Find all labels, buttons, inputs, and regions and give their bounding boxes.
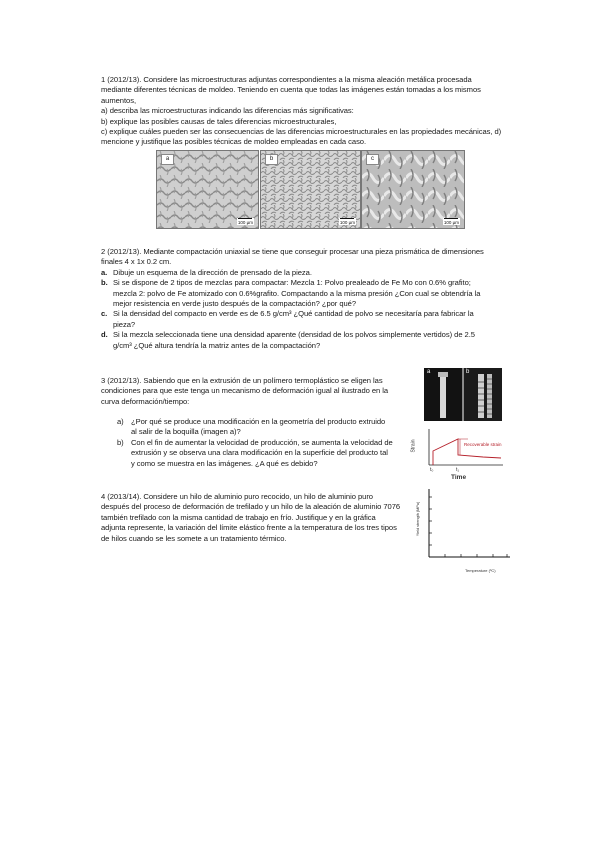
q2-item-c [101, 309, 484, 330]
q2-item-line: pieza? [113, 319, 136, 329]
q2-item-a [101, 268, 484, 278]
extrusion-photo-drawing [424, 368, 502, 421]
image-b-label: b [265, 154, 278, 165]
yield-strength-axis-label: Yield strength (MPa) [416, 501, 421, 537]
q3-item-a [117, 417, 393, 438]
question-3-text [101, 376, 388, 407]
image-b-scale-bar: 100 µm [339, 218, 356, 226]
tick-t1: t₁ [456, 467, 460, 473]
q2-item-line: mezcla 2: polvo de Fe atomizado con 0.6%grafito. Compactando a la misma presión ¿Con cual se obtendría la [113, 288, 481, 298]
recoverable-strain-label: Recoverable strain [464, 442, 502, 447]
q2-item-d [101, 330, 484, 351]
strain-axis-label: Strain [410, 439, 417, 453]
q4-line: después del proceso de deformación de trefilado y un hilo de la aleación de aluminio 7076 [101, 502, 401, 512]
microstructure-image-a [156, 150, 259, 229]
q4-line: 4 (2013/14). Considere un hilo de aluminio puro recocido, un hilo de aluminio puro [101, 492, 373, 501]
yield-strength-graph [415, 485, 515, 587]
q2-item-line: Si la densidad del compacto en verde es de 6.5 g/cm³ ¿Qué cantidad de polvo se necesitaría para fabricar la [113, 309, 474, 319]
q2-intro-line: 2 (2012/13). Mediante compactación uniaxial se tiene que conseguir procesar una pieza prismática de dimensiones [101, 247, 484, 256]
q4-line: también trefilado con la misma cantidad de trabajo en frío. Justifique y en la gráfica [101, 512, 376, 522]
photo-a-label: a [427, 369, 431, 375]
q3-item-label: a) [117, 417, 124, 426]
q2-item-line: mejor resistencia en verde justo después de la compactación? ¿por qué? [113, 299, 357, 309]
question-2-text [101, 247, 484, 351]
image-c-label: c [366, 154, 379, 165]
extrusion-photos [424, 368, 502, 421]
q3-item-line: y como se muestra en las imágenes. ¿A qué es debido? [131, 458, 318, 468]
q1-line: mencione y justifique las posibles técnicas de moldeo empleadas en cada caso. [101, 137, 367, 147]
tick-t0: t₀ [430, 467, 434, 473]
question-1-text [101, 75, 501, 148]
q1-line: b) explique las posibles causas de tales diferencias microestructurales, [101, 116, 337, 126]
strain-time-graph [410, 425, 509, 485]
q2-item-b [101, 278, 484, 309]
q1-line: c) explique cuáles pueden ser las consecuencias de las diferencias microestructurales en las propiedades mecánicas, d) [101, 127, 502, 137]
q3-item-label: b) [117, 437, 124, 447]
q3-intro-line: curva deformación/tiempo: [101, 396, 190, 406]
q1-line: aumentos, [101, 95, 137, 105]
q1-line: 1 (2012/13). Considere las microestructuras adjuntas correspondientes a la misma aleación metálica procesada [101, 75, 472, 84]
q3-item-line: ¿Por qué se produce una modificación en la geometría del producto extruido [131, 417, 386, 426]
question-3-items [117, 417, 393, 469]
temperature-axis-label: Temperature (ºC) [465, 568, 496, 573]
photo-b-label: b [466, 369, 470, 375]
q4-line: de hilos cuando se les somete a un tratamiento térmico. [101, 533, 287, 543]
microstructure-image-c [361, 150, 465, 229]
q1-line: a) describa las microestructuras indicando las diferencias más significativas: [101, 106, 354, 116]
q2-item-line: g/cm³ ¿Qué altura tendría la matriz antes de la compactación? [113, 340, 321, 350]
q2-item-label: d. [101, 330, 108, 340]
q4-line: adjunta represente, la variación del límite elástico frente a la temperatura de los tres tipos [101, 523, 397, 533]
image-a-scale-bar: 100 µm [237, 218, 254, 226]
q3-item-line: al salir de la boquilla (imagen a)? [131, 427, 241, 437]
q2-item-line: Si la mezcla seleccionada tiene una densidad aparente (densidad de los polvos simplemente vertidos) de 2.5 [113, 330, 475, 340]
q2-item-line: Si se dispone de 2 tipos de mezclas para compactar: Mezcla 1: Polvo prealeado de Fe Mo con 0.6% grafito; [113, 278, 471, 288]
image-a-label: a [161, 154, 174, 165]
q2-item-line: Dibuje un esquema de la dirección de prensado de la pieza. [113, 267, 312, 277]
q3-item-line: extrusión y se observa una clara modificación en la superficie del producto tal [131, 448, 388, 458]
q3-item-b [117, 438, 393, 469]
q3-intro-line: 3 (2012/13). Sabiendo que en la extrusión de un polímero termoplástico se eligen las [101, 376, 383, 385]
microstructure-image-b [260, 150, 361, 229]
q2-item-label: a. [101, 267, 108, 277]
q3-intro-line: condiciones para que este tenga un mecanismo de deformación igual al ilustrado en la [101, 386, 389, 396]
q2-intro-line: finales 4 x 1x 0.2 cm. [101, 257, 172, 267]
q1-line: mediante diferentes técnicas de moldeo. Teniendo en cuenta que todas las imágenes están tomadas a los mismos [101, 85, 481, 95]
q2-item-label: c. [101, 309, 108, 319]
image-c-scale-bar: 100 µm [443, 218, 460, 226]
q2-item-label: b. [101, 278, 108, 288]
question-4-text [101, 492, 400, 544]
q3-item-line: Con el fin de aumentar la velocidad de producción, se aumenta la velocidad de [131, 437, 393, 447]
time-axis-label: Time [451, 474, 467, 481]
